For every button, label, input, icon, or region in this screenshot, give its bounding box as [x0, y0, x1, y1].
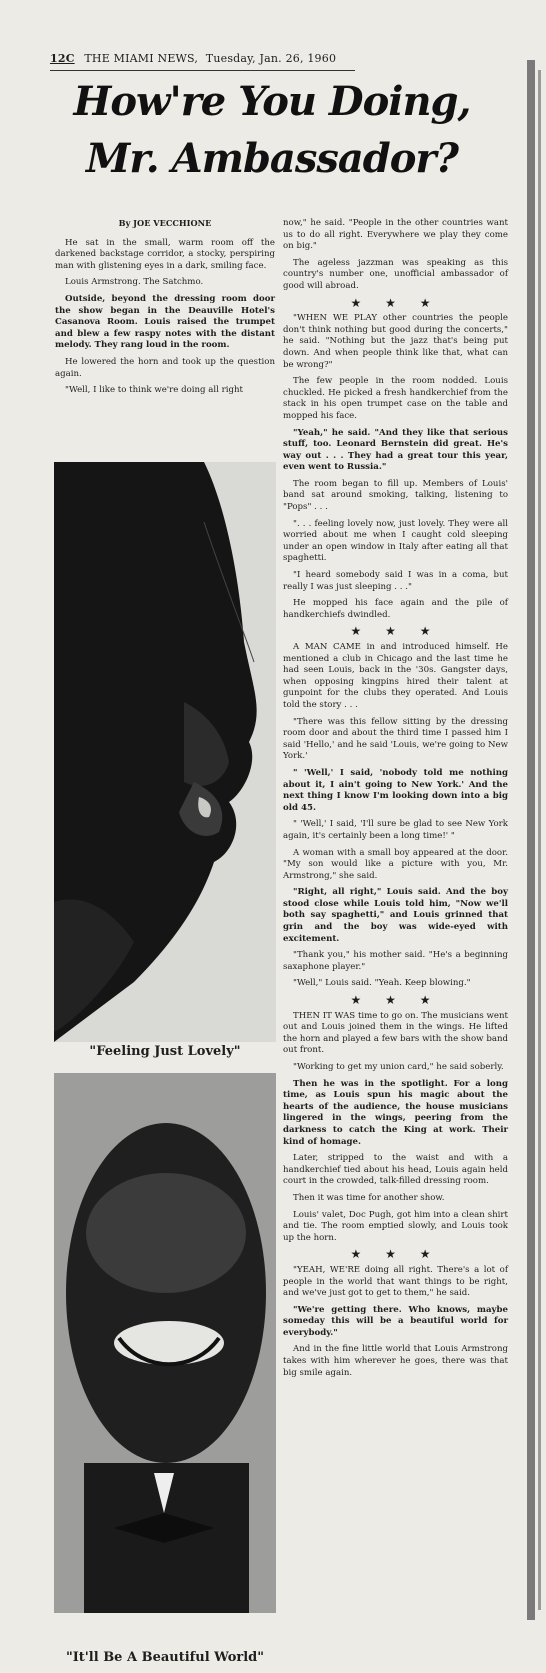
- issue-date: Tuesday, Jan. 26, 1960: [205, 52, 337, 65]
- photo-caption: "Feeling Just Lovely": [89, 1044, 241, 1059]
- paragraph: "WHEN WE PLAY other countries the people don't think nothing but good during the concerts," he said. "Nothing but the jazz that's being put down. And when people think like that, what can be wrong?": [283, 313, 508, 370]
- paragraph: ". . . feeling lovely now, just lovely. They were all worried about me when I caught cold sleeping under an open window in Italy after eating all that spaghetti.: [283, 518, 508, 564]
- paragraph: He lowered the horn and took up the question again.: [55, 356, 275, 379]
- paragraph: Then it was time for another show.: [293, 1192, 445, 1203]
- right-column: [283, 218, 508, 1384]
- paragraph: "YEAH, WE'RE doing all right. There's a lot of people in the world that want things to be right, and we've just got to get to them," he said.: [283, 1264, 508, 1299]
- photo-caption: "It'll Be A Beautiful World": [65, 1650, 265, 1665]
- headline-line-1: How're You Doing,: [73, 78, 471, 125]
- paragraph: Later, stripped to the waist and with a handkerchief tied about his head, Louis again held court in the crowded, talk-filled dressing room.: [283, 1153, 508, 1187]
- paragraph: Then he was in the spotlight. For a long time, as Louis spun his magic about the hearts of the audience, the house musicians lingered in the wings, peering from the darkness to catch the King at work. Their kind of homage.: [283, 1078, 508, 1147]
- paper-name: THE MIAMI NEWS,: [84, 52, 199, 65]
- page-header: [50, 52, 355, 71]
- paragraph: And in the fine little world that Louis Armstrong takes with him wherever he goes, there was that big smile again.: [283, 1344, 508, 1378]
- page-edge-rule: [538, 70, 541, 1610]
- headline-line-2: Mr. Ambassador?: [86, 135, 458, 182]
- paragraph: "Thank you," his mother said. "He's a beginning saxaphone player.": [283, 950, 508, 972]
- paragraph: He sat in the small, warm room off the darkened backstage corridor, a stocky, perspiring man with glistening eyes in a dark, smiling face.: [55, 237, 275, 271]
- left-column: [55, 218, 275, 402]
- paragraph: The ageless jazzman was speaking as this country's number one, unofficial ambassador of good will abroad.: [283, 257, 508, 291]
- paragraph: now," he said. "People in the other countries want us to do all right. Everywhere we play they come on big.": [283, 218, 508, 252]
- photo-armstrong-profile: [54, 462, 276, 1042]
- page-number: 12C: [50, 52, 75, 65]
- photo-armstrong-smiling: [54, 1073, 276, 1613]
- paragraph: "Right, all right," Louis said. And the boy stood close while Louis told him, "Now we'll both say spaghetti," and Louis grinned that grin and the boy was wide-eyed with excitement.: [283, 887, 508, 944]
- paragraph: " 'Well,' I said, 'nobody told me nothing about it, I ain't going to New York.' And the next thing I know I'm looking down into a big old 45.: [283, 767, 508, 813]
- paragraph: Louis Armstrong. The Satchmo.: [65, 277, 204, 288]
- paragraph: "There was this fellow sitting by the dressing room door and about the third time I passed him I said 'Hello,' and he said 'Louis, we're going to New York.': [283, 716, 508, 762]
- paragraph: Outside, beyond the dressing room door the show began in the Deauville Hotel's Casanova Room. Louis raised the trumpet and blew a few raspy notes with the distant melody. They rang loud in the room.: [55, 293, 275, 351]
- paragraph: The room began to fill up. Members of Louis' band sat around smoking, talking, listening to "Pops" . . .: [283, 478, 508, 513]
- paragraph: "Well," Louis said. "Yeah. Keep blowing.": [293, 978, 471, 989]
- section-stars: ★ ★ ★: [350, 993, 441, 1008]
- paragraph: "Yeah," he said. "And they like that serious stuff, too. Leonard Bernstein did great. He's way out . . . They had a great tour this year, even went to Russia.": [283, 427, 508, 473]
- section-stars: ★ ★ ★: [350, 295, 441, 310]
- paragraph: Louis' valet, Doc Pugh, got him into a clean shirt and tie. The room emptied slowly, and Louis took up the horn.: [283, 1209, 508, 1243]
- paragraph: "Well, I like to think we're doing all right: [65, 385, 243, 396]
- section-stars: ★ ★ ★: [350, 1247, 441, 1262]
- paragraph: " 'Well,' I said, 'I'll sure be glad to see New York again, it's certainly been a long time!' ": [283, 819, 508, 841]
- paragraph: A MAN CAME in and introduced himself. He mentioned a club in Chicago and the last time he had seen Louis, back in the '30s. Gangster days, when opposing kingpins hired their talent at gunpoint for the clubs they operated. And Louis told the story . . .: [283, 642, 508, 710]
- paragraph: "Working to get my union card," he said soberly.: [293, 1062, 504, 1072]
- paragraph: "I heard somebody said I was in a coma, but really I was just sleeping . . .": [283, 570, 508, 592]
- section-stars: ★ ★ ★: [350, 624, 441, 639]
- paragraph: "We're getting there. Who knows, maybe someday this will be a beautiful world for everybody.": [283, 1304, 508, 1338]
- page-edge-rule: [527, 60, 535, 1620]
- byline: By JOE VECCHIONE: [118, 218, 212, 228]
- paragraph: The few people in the room nodded. Louis chuckled. He picked a fresh handkerchief from the stack in his open trumpet case on the table and mopped his face.: [283, 376, 508, 421]
- paragraph: THEN IT WAS time to go on. The musicians went out and Louis joined them in the wings. He lifted the horn and played a few bars with the show band out front.: [283, 1010, 508, 1056]
- paragraph: He mopped his face again and the pile of handkerchiefs dwindled.: [283, 598, 508, 620]
- paragraph: A woman with a small boy appeared at the door. "My son would like a picture with you, Mr. Armstrong," she said.: [283, 847, 508, 881]
